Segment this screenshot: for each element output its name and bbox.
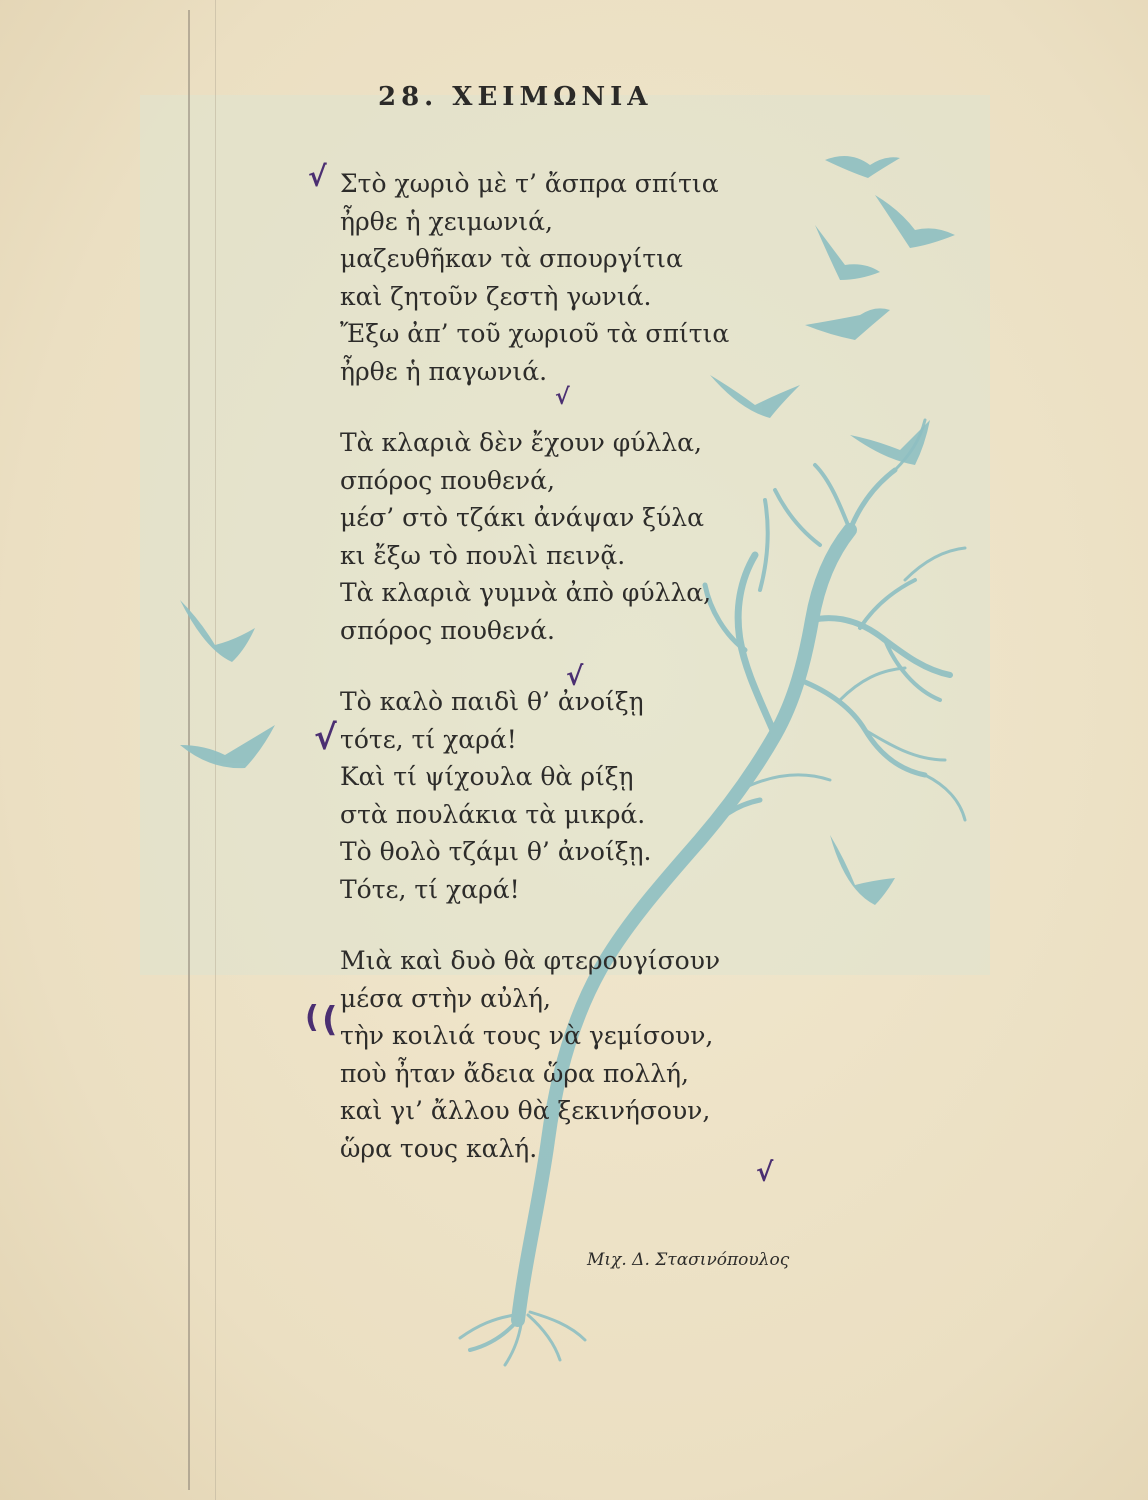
poem-author: Μιχ. Δ. Στασινόπουλος	[587, 1250, 790, 1270]
poem-line: Μιὰ καὶ δυὸ θὰ φτερουγίσουν	[340, 946, 721, 975]
poem-line: σπόρος πουθενά.	[340, 615, 555, 645]
poem-line: ἦρθε ἡ χειμωνιά,	[340, 206, 553, 236]
poem-line: Τὸ καλὸ παιδὶ θ’ ἀνοίξῃ	[340, 687, 644, 716]
handwritten-bracket: (	[305, 1000, 319, 1035]
poem-line: μέσ’ στὸ τζάκι ἀνάψαν ξύλα	[340, 503, 704, 532]
poem-line: τὴν κοιλιά τους νὰ γεμίσουν,	[340, 1021, 714, 1050]
poem-line: Τὰ κλαριὰ δὲν ἔχουν φύλλα,	[340, 428, 702, 457]
handwritten-checkmark: √	[756, 1158, 774, 1188]
poem-line: Τὰ κλαριὰ γυμνὰ ἀπὸ φύλλα,	[340, 578, 712, 607]
poem-line: ὥρα τους καλή.	[340, 1133, 538, 1163]
poem-line: καὶ ζητοῦν ζεστὴ γωνιά.	[340, 281, 652, 311]
handwritten-checkmark: √	[566, 662, 584, 692]
poem-line: κι ἔξω τὸ πουλὶ πεινᾷ.	[340, 540, 626, 570]
poem-line: σπόρος πουθενά,	[340, 465, 555, 495]
stanza	[340, 424, 820, 649]
poem-line: Καὶ τί ψίχουλα θὰ ρίξῃ	[340, 762, 634, 791]
handwritten-bracket: (	[322, 1000, 338, 1040]
poem-line: τότε, τί χαρά!	[340, 724, 517, 754]
poem-line: ποὺ ἦταν ἄδεια ὥρα πολλή,	[340, 1058, 689, 1088]
poem-line: Τότε, τί χαρά!	[340, 874, 520, 904]
poem-line: καὶ γι’ ἄλλου θὰ ξεκινήσουν,	[340, 1096, 711, 1125]
handwritten-checkmark: √	[555, 385, 570, 410]
poem-line: Στὸ χωριὸ μὲ τ’ ἄσπρα σπίτια	[340, 169, 719, 198]
stanza	[340, 165, 820, 390]
poem-line: μέσα στὴν αὐλή,	[340, 983, 551, 1013]
poem-line: Ἔξω ἀπ’ τοῦ χωριοῦ τὰ σπίτια	[340, 319, 730, 348]
poem-line: στὰ πουλάκια τὰ μικρά.	[340, 799, 646, 829]
poem-line: Τὸ θολὸ τζάμι θ’ ἀνοίξῃ.	[340, 837, 652, 866]
stanza	[340, 942, 820, 1167]
poem-title: 28. ΧΕΙΜΩΝΙΑ	[378, 82, 653, 112]
stanza	[340, 683, 820, 908]
handwritten-checkmark: √	[314, 718, 337, 758]
handwritten-checkmark: √	[308, 160, 327, 193]
poem-line: μαζευθῆκαν τὰ σπουργίτια	[340, 244, 683, 273]
poem-line: ἦρθε ἡ παγωνιά.	[340, 356, 548, 386]
